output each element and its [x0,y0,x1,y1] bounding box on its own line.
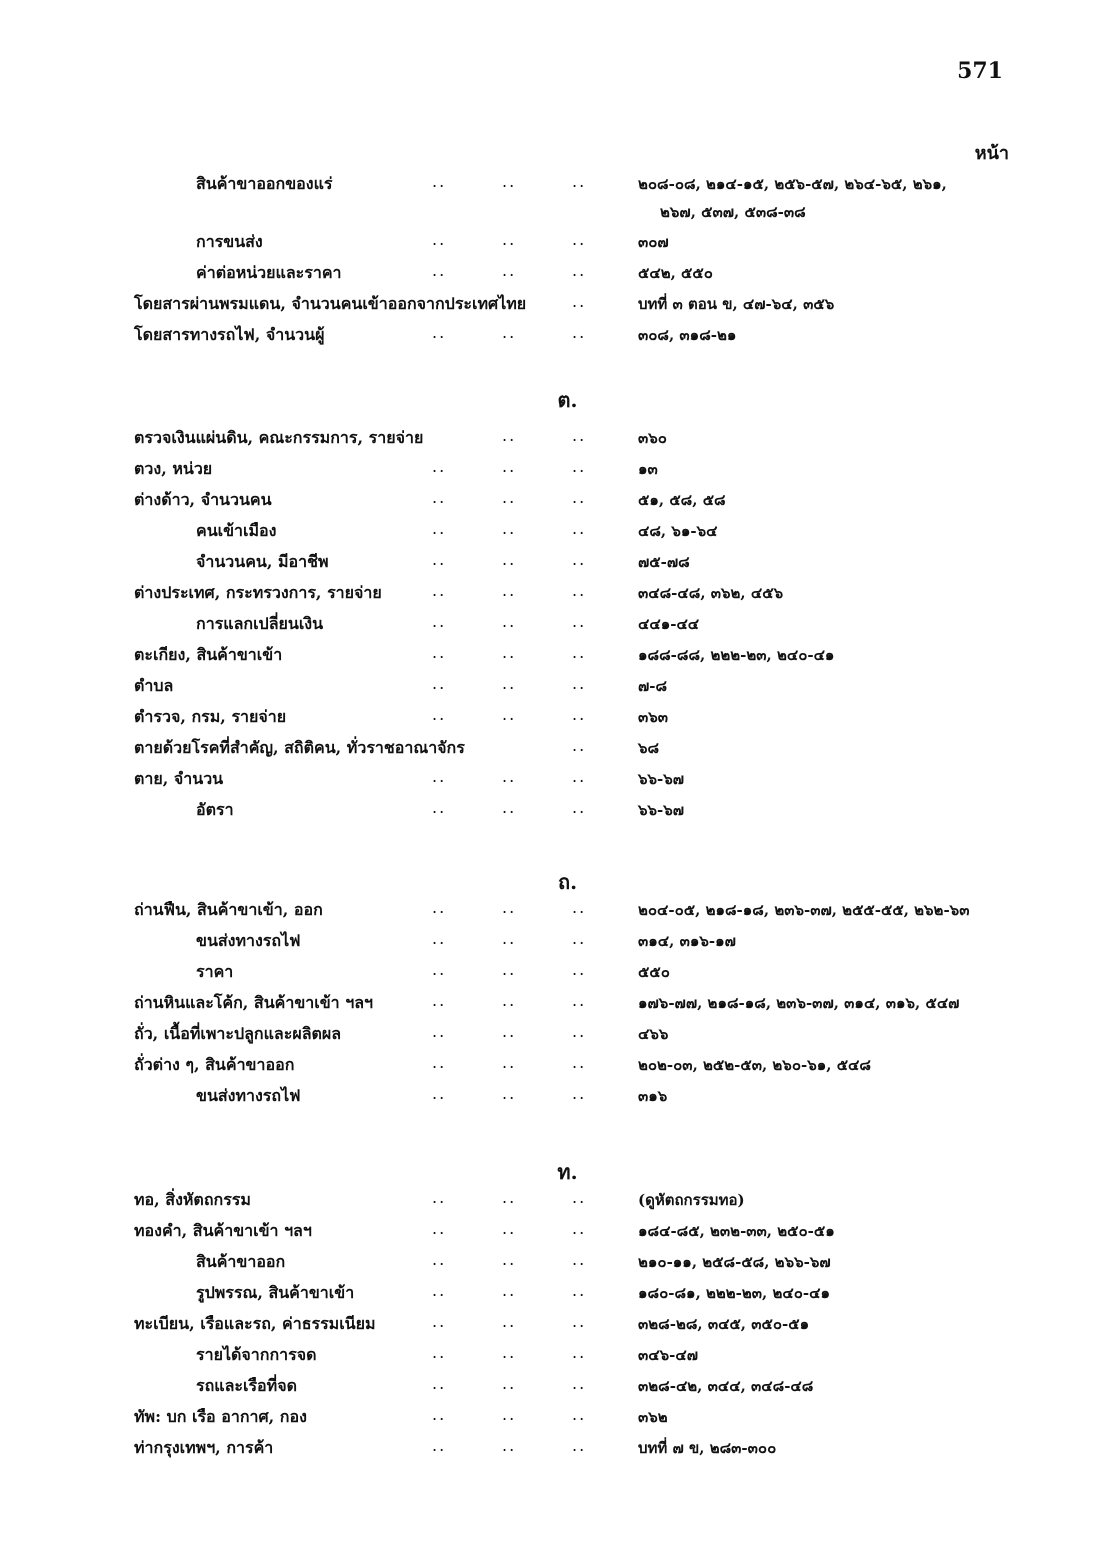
index-term: ทัพ: บก เรือ อากาศ, กอง [134,1407,307,1426]
index-entry [0,1281,1095,1309]
leader-dots: .. [502,457,517,476]
leader-dots: .. [502,643,517,662]
leader-dots: .. [502,767,517,786]
index-term: ต่างประเทศ, กระทรวงการ, รายจ่าย [134,583,382,602]
leader-dots: .. [432,519,447,538]
index-entry [0,519,1095,547]
index-term: ต่างด้าว, จำนวนคน [134,490,272,509]
index-term: การแลกเปลี่ยนเงิน [196,614,324,633]
leader-dots: .. [572,292,587,311]
page-references: ๑๓ [638,460,658,478]
leader-dots: .. [432,457,447,476]
section-letter [0,384,1095,416]
page-references: ๓๑๔, ๓๑๖-๑๗ [638,932,736,950]
page-references: ๓๐๘, ๓๑๘-๒๑ [638,326,737,344]
index-entry [0,1405,1095,1433]
index-term: รูปพรรณ, สินค้าขาเข้า [196,1283,355,1302]
page-references: บทที่ ๗ ข, ๒๘๓-๓๐๐ [638,1439,777,1457]
index-entry [0,1343,1095,1371]
page-references: ๒๑๐-๑๑, ๒๕๘-๕๘, ๒๖๖-๖๗ [638,1253,831,1271]
leader-dots: .. [502,261,517,280]
leader-dots: .. [432,1219,447,1238]
index-entry [0,612,1095,640]
leader-dots: .. [572,1022,587,1041]
page-references: ๓๒๘-๒๘, ๓๔๕, ๓๕๐-๕๑ [638,1315,810,1333]
index-term: จำนวนคน, มีอาชีพ [196,552,329,571]
leader-dots: .. [432,798,447,817]
index-term: รายได้จากการจด [196,1345,317,1364]
index-entry [0,172,1095,221]
page-references: ๓๖๒ [638,1408,668,1426]
leader-dots: .. [572,1084,587,1103]
index-term: ตวง, หน่วย [134,459,213,478]
leader-dots: .. [432,550,447,569]
index-term: สินค้าขาออก [196,1252,286,1271]
index-term: ถ่านฟืน, สินค้าขาเข้า, ออก [134,900,323,919]
page-references: ๓๖๓ [638,708,669,726]
leader-dots: .. [432,1312,447,1331]
index-term: ถ่านหินและโค้ก, สินค้าขาเข้า ฯลฯ [134,993,373,1012]
index-term: อัตรา [196,800,234,819]
index-entry [0,960,1095,988]
index-entry [0,1250,1095,1278]
leader-dots: .. [572,323,587,342]
leader-dots: .. [572,1405,587,1424]
leader-dots: .. [572,1281,587,1300]
index-entry [0,261,1095,289]
page-references: ๕๔๒, ๕๕๐ [638,264,713,282]
index-entry [0,581,1095,609]
leader-dots: .. [572,1250,587,1269]
leader-dots: .. [432,1343,447,1362]
index-entry [0,1374,1095,1402]
leader-dots: .. [572,1053,587,1072]
index-term: ราคา [196,962,234,981]
leader-dots: .. [572,736,587,755]
leader-dots: .. [502,550,517,569]
leader-dots: .. [502,960,517,979]
index-term: ถั่ว, เนื้อที่เพาะปลูกและผลิตผล [134,1024,342,1043]
leader-dots: .. [502,1022,517,1041]
leader-dots: .. [572,581,587,600]
leader-dots: .. [572,960,587,979]
page-references: ๔๘, ๖๑-๖๔ [638,522,718,540]
index-term: ตรวจเงินแผ่นดิน, คณะกรรมการ, รายจ่าย [134,428,424,447]
index-entry [0,898,1095,926]
index-term: ทอ, สิ่งหัตถกรรม [134,1190,251,1209]
leader-dots: .. [572,488,587,507]
index-entry [0,230,1095,258]
leader-dots: .. [572,705,587,724]
index-entry [0,1219,1095,1247]
leader-dots: .. [572,550,587,569]
page-references: ๓๔๘-๔๘, ๓๖๒, ๔๕๖ [638,584,784,602]
index-term: ค่าต่อหน่วยและราคา [196,263,342,282]
leader-dots: .. [502,581,517,600]
leader-dots: .. [432,581,447,600]
page-references: ๕๕๐ [638,963,670,981]
page-references: ๒๐๒-๐๓, ๒๕๒-๕๓, ๒๖๐-๖๑, ๕๔๘ [638,1056,871,1074]
page-references: ๗๕-๗๘ [638,553,690,571]
leader-dots: .. [502,705,517,724]
index-term: ตะเกียง, สินค้าขาเข้า [134,645,283,664]
leader-dots: .. [572,1312,587,1331]
leader-dots: .. [502,426,517,445]
page-references: ๑๘๔-๘๕, ๒๓๒-๓๓, ๒๕๐-๕๑ [638,1222,835,1240]
leader-dots: .. [432,1405,447,1424]
index-entry [0,1084,1095,1112]
index-entry [0,457,1095,485]
index-entry [0,426,1095,454]
section-letter [0,1156,1095,1188]
leader-dots: .. [432,705,447,724]
section-letter-text: ท. [557,1160,578,1184]
leader-dots: .. [502,991,517,1010]
leader-dots: .. [502,488,517,507]
leader-dots: .. [432,1022,447,1041]
page-references: ๔๔๑-๔๔ [638,615,700,633]
leader-dots: .. [432,674,447,693]
index-entry [0,991,1095,1019]
index-term: ตายด้วยโรคที่สำคัญ, สถิติคน, ทั่วราชอาณาจักร [134,738,465,757]
index-term: ขนส่งทางรถไฟ [196,1086,301,1105]
section-letter-text: ต. [557,388,578,412]
leader-dots: .. [502,1188,517,1207]
page-references: ๖๖-๖๗ [638,770,685,788]
index-entry [0,798,1095,826]
leader-dots: .. [572,1188,587,1207]
leader-dots: .. [502,674,517,693]
index-term: ทะเบียน, เรือและรถ, ค่าธรรมเนียม [134,1314,376,1333]
page-references: ๓๒๘-๔๒, ๓๔๔, ๓๔๘-๔๘ [638,1377,814,1395]
leader-dots: .. [502,1312,517,1331]
index-entry [0,643,1095,671]
leader-dots: .. [572,1374,587,1393]
index-entry [0,1188,1095,1216]
page-references: ๓๑๖ [638,1087,668,1105]
page-number: 571 [957,58,1003,84]
index-term: ตำรวจ, กรม, รายจ่าย [134,707,287,726]
page-references: ๓๐๗ [638,233,669,251]
leader-dots: .. [502,1084,517,1103]
leader-dots: .. [432,1281,447,1300]
leader-dots: .. [502,1436,517,1455]
index-entry [0,1022,1095,1050]
page-references: ๑๘๘-๘๘, ๒๒๒-๒๓, ๒๔๐-๔๑ [638,646,835,664]
page-references: ๖๖-๖๗ [638,801,685,819]
leader-dots: .. [572,612,587,631]
leader-dots: .. [572,172,587,191]
index-entry [0,1436,1095,1464]
leader-dots: .. [572,457,587,476]
page-references: ๑๗๖-๗๗, ๒๑๘-๑๘, ๒๓๖-๓๗, ๓๑๔, ๓๑๖, ๕๔๗ [638,994,960,1012]
leader-dots: .. [572,1219,587,1238]
leader-dots: .. [502,898,517,917]
leader-dots: .. [502,172,517,191]
leader-dots: .. [502,1281,517,1300]
leader-dots: .. [572,643,587,662]
leader-dots: .. [572,929,587,948]
index-term: ท่ากรุงเทพฯ, การค้า [134,1438,274,1457]
leader-dots: .. [502,1219,517,1238]
leader-dots: .. [502,612,517,631]
index-term: โดยสารทางรถไฟ, จำนวนผู้ [134,325,325,344]
leader-dots: .. [432,929,447,948]
index-entry [0,674,1095,702]
index-term: ตำบล [134,676,174,695]
section-letter-text: ถ. [557,870,578,894]
index-entry [0,550,1095,578]
leader-dots: .. [572,426,587,445]
page-references: ๓๖๐ [638,429,667,447]
index-term: รถและเรือที่จด [196,1376,297,1395]
leader-dots: .. [432,960,447,979]
index-term: ขนส่งทางรถไฟ [196,931,301,950]
leader-dots: .. [502,519,517,538]
index-entry [0,1053,1095,1081]
page-column-label: หน้า [974,143,1009,164]
leader-dots: .. [502,230,517,249]
section-letter [0,866,1095,898]
leader-dots: .. [432,172,447,191]
leader-dots: .. [572,1436,587,1455]
leader-dots: .. [572,798,587,817]
leader-dots: .. [502,1250,517,1269]
leader-dots: .. [432,323,447,342]
leader-dots: .. [432,488,447,507]
leader-dots: .. [502,1343,517,1362]
index-entry [0,736,1095,764]
index-term: การขนส่ง [196,232,263,251]
leader-dots: .. [572,674,587,693]
leader-dots: .. [432,898,447,917]
leader-dots: .. [432,1188,447,1207]
leader-dots: .. [432,1436,447,1455]
page-references: ๑๘๐-๘๑, ๒๒๒-๒๓, ๒๔๐-๔๑ [638,1284,830,1302]
page-references: ๕๑, ๕๘, ๕๘ [638,491,726,509]
page-references-continued: ๒๖๗, ๕๓๗, ๕๓๘-๓๘ [660,203,806,221]
leader-dots: .. [502,323,517,342]
page-references: (ดูหัตถกรรมทอ) [638,1191,745,1209]
page-references: บทที่ ๓ ตอน ข, ๔๗-๖๔, ๓๕๖ [638,295,835,313]
index-term: คนเข้าเมือง [196,521,277,540]
index-entry [0,488,1095,516]
leader-dots: .. [432,230,447,249]
leader-dots: .. [572,1343,587,1362]
leader-dots: .. [432,767,447,786]
index-entry [0,929,1095,957]
leader-dots: .. [502,929,517,948]
leader-dots: .. [572,898,587,917]
leader-dots: .. [432,612,447,631]
leader-dots: .. [432,1084,447,1103]
index-entry [0,767,1095,795]
leader-dots: .. [572,261,587,280]
page-references: ๒๐๘-๐๘, ๒๑๔-๑๕, ๒๕๖-๕๗, ๒๖๔-๖๕, ๒๖๑, [638,175,947,193]
index-term: สินค้าขาออกของแร่ [196,174,333,193]
leader-dots: .. [502,798,517,817]
page-references: ๗-๘ [638,677,668,695]
leader-dots: .. [572,767,587,786]
index-entry [0,705,1095,733]
leader-dots: .. [502,1053,517,1072]
page-references: ๖๘ [638,739,660,757]
leader-dots: .. [572,991,587,1010]
leader-dots: .. [432,1374,447,1393]
index-entry [0,1312,1095,1340]
leader-dots: .. [432,1053,447,1072]
leader-dots: .. [502,1405,517,1424]
page-references: ๒๐๔-๐๕, ๒๑๘-๑๘, ๒๓๖-๓๗, ๒๕๕-๕๕, ๒๖๒-๖๓ [638,901,970,919]
index-term: โดยสารผ่านพรมแดน, จำนวนคนเข้าออกจากประเทศไทย [134,294,527,313]
index-entry [0,323,1095,351]
leader-dots: .. [502,1374,517,1393]
leader-dots: .. [432,643,447,662]
index-entry [0,292,1095,320]
leader-dots: .. [432,991,447,1010]
page-references: ๓๔๖-๔๗ [638,1346,698,1364]
leader-dots: .. [432,1250,447,1269]
index-term: ตาย, จำนวน [134,769,224,788]
leader-dots: .. [432,261,447,280]
index-term: ถั่วต่าง ๆ, สินค้าขาออก [134,1055,295,1074]
page-references: ๔๖๖ [638,1025,669,1043]
leader-dots: .. [572,230,587,249]
index-term: ทองคำ, สินค้าขาเข้า ฯลฯ [134,1221,312,1240]
leader-dots: .. [572,519,587,538]
